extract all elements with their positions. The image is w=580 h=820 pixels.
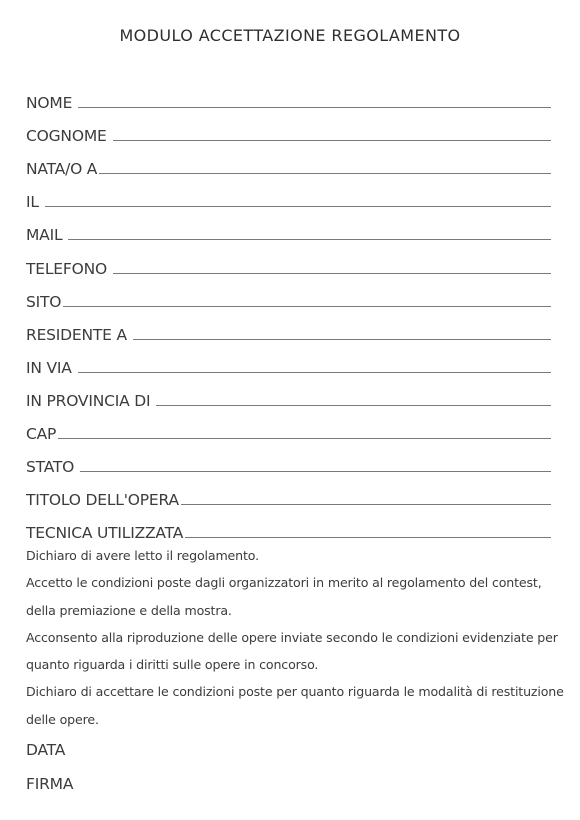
field-row-tecnica-utilizzata	[26, 510, 551, 543]
field-label-il: IL	[26, 193, 39, 212]
titolo-opera-field[interactable]	[181, 503, 551, 505]
field-label-mail: MAIL	[26, 226, 63, 245]
in-provincia-di-field[interactable]	[156, 404, 551, 406]
field-row-in-via	[26, 345, 551, 378]
signature-block	[26, 739, 73, 806]
field-row-sito	[26, 279, 551, 312]
nata-a-field[interactable]	[99, 172, 551, 174]
field-row-nata-a	[26, 146, 551, 179]
field-row-titolo-opera	[26, 477, 551, 510]
field-row-cognome	[26, 113, 551, 146]
form-title: MODULO ACCETTAZIONE REGOLAMENTO	[119, 26, 461, 45]
declaration-read-rules: Dichiaro di avere letto il regolamento.	[26, 548, 259, 563]
field-label-sito: SITO	[26, 292, 62, 311]
form-fields	[26, 80, 551, 543]
declaration-accept-conditions: Accetto le condizioni poste dagli organizzatori in merito al regolamento del contest, della premiazione e della mostra.	[26, 575, 542, 618]
signature-label: FIRMA	[26, 774, 74, 793]
mail-field[interactable]	[68, 238, 551, 240]
cap-field[interactable]	[58, 437, 551, 439]
declaration-reproduction-consent: Acconsento alla riproduzione delle opere inviate secondo le condizioni evidenziate per quanto riguarda i diritti sulle opere in concorso.	[26, 629, 558, 673]
field-row-in-provincia-di	[26, 378, 551, 411]
field-label-telefono: TELEFONO	[26, 259, 108, 278]
field-label-nome: NOME	[26, 94, 73, 113]
nome-field[interactable]	[78, 106, 551, 108]
field-label-cognome: COGNOME	[26, 127, 107, 146]
il-field[interactable]	[45, 205, 551, 207]
declarations	[26, 542, 566, 733]
field-label-in-provincia-di: IN PROVINCIA DI	[26, 391, 151, 410]
field-label-stato: STATO	[26, 458, 75, 477]
field-row-telefono	[26, 245, 551, 278]
field-row-mail	[26, 212, 551, 245]
stato-field[interactable]	[80, 470, 551, 472]
field-label-in-via: IN VIA	[26, 358, 72, 377]
field-row-il	[26, 179, 551, 212]
sito-field[interactable]	[63, 305, 551, 307]
field-label-cap: CAP	[26, 425, 57, 444]
field-label-titolo-opera: TITOLO DELL'OPERA	[26, 491, 179, 510]
tecnica-utilizzata-field[interactable]	[185, 536, 551, 538]
field-label-nata-a: NATA/O A	[26, 160, 98, 179]
cognome-field[interactable]	[113, 139, 551, 141]
field-label-tecnica-utilizzata: TECNICA UTILIZZATA	[26, 524, 184, 543]
field-row-nome	[26, 80, 551, 113]
field-row-residente-a	[26, 312, 551, 345]
residente-a-field[interactable]	[133, 338, 551, 340]
date-label: DATA	[26, 741, 66, 759]
field-label-residente-a: RESIDENTE A	[26, 325, 127, 344]
declaration-return-conditions: Dichiaro di accettare le condizioni poste per quanto riguarda le modalità di restituzione delle opere.	[26, 684, 564, 727]
field-row-stato	[26, 444, 551, 477]
field-row-cap	[26, 411, 551, 444]
in-via-field[interactable]	[78, 371, 551, 373]
telefono-field[interactable]	[113, 272, 551, 274]
